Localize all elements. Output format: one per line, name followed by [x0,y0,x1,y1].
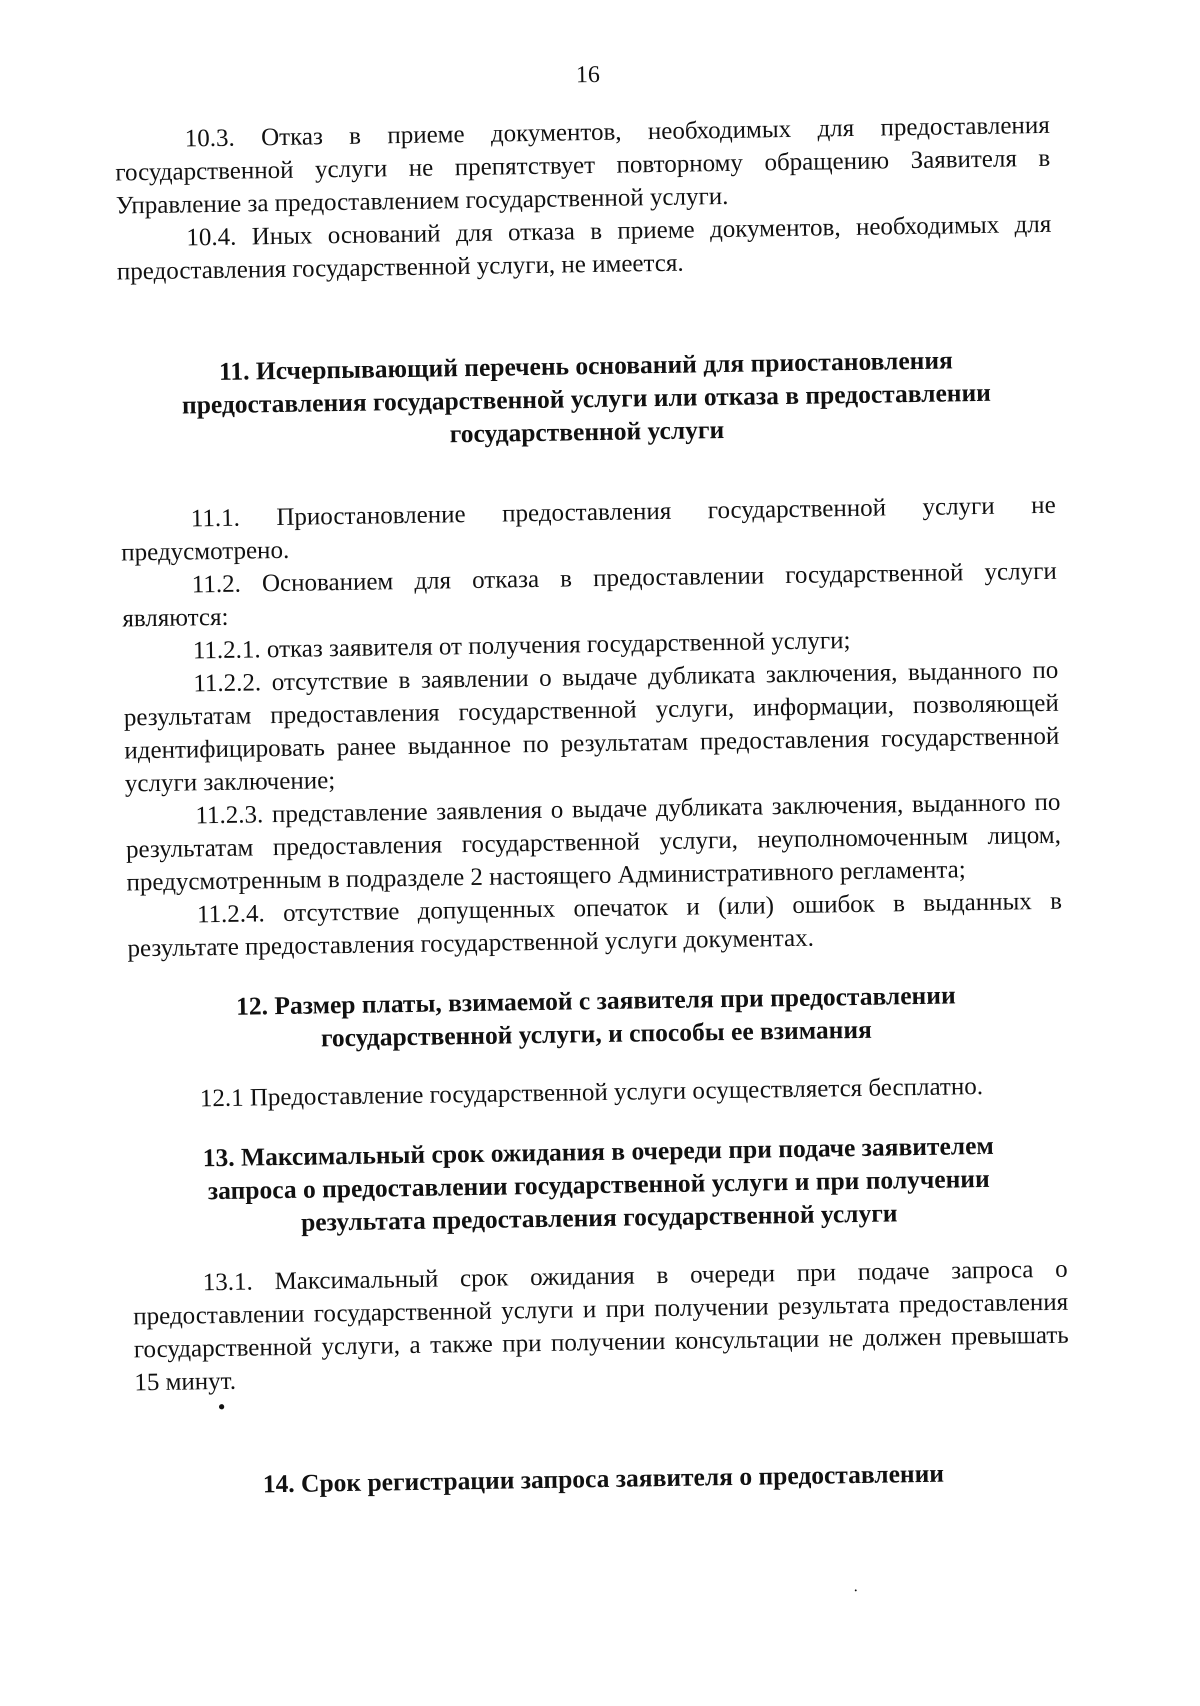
heading-section-13: 13. Максимальный срок ожидания в очереди при подаче заявителем запроса о предоставлении государственной услуги и при получении результата предоставления государственной услуги [202,1130,994,1237]
heading-section-14: 14. Срок регистрации запроса заявителя о предоставлении [262,1458,945,1499]
paragraph-11-1: 11.1. Приостановление предоставления государственной услуги не предусмотрено. [121,491,1056,567]
document-body [115,109,1072,1503]
paragraph-11-2-1: 11.2.1. отказ заявителя от получения государственной услуги; [192,627,851,665]
paragraph-11-2-4: 11.2.4. отсутствие допущенных опечаток и (или) ошибок в выданных в результате предоставления государственной услуги документах. [127,887,1063,963]
heading-section-12: 12. Размер платы, взимаемой с заявителя при предоставлении государственной услуги, и способы ее взимания [235,980,956,1053]
paragraph-11-2-3: 11.2.3. представление заявления о выдаче дубликата заключения, выданного по результатам предоставления государственной услуги, неуполномоченным лицом, предусмотренным в подразделе 2 настоящего Административного регламента; [125,788,1062,897]
page-number: 16 [575,61,601,89]
paragraph-10-3: 10.3. Отказ в приеме документов, необходимых для предоставления государственной услуги не препятствует повторному обращению Заявителя в Управление за предоставлением государственной услуги. [115,111,1051,220]
paragraph-11-2: 11.2. Основанием для отказа в предоставлении государственной услуги являются: [122,557,1057,633]
paragraph-11-2-2: 11.2.2. отсутствие в заявлении о выдаче дубликата заключения, выданного по результатам предоставления государственной услуги, информации, позволяющей идентифицировать ранее выданное по результатам предоставления государственной услуги заключение; [123,656,1060,798]
paragraph-13-1: 13.1. Максимальный срок ожидания в очереди при подаче запроса о предоставлении государственной услуги и при получении результата предоставления государственной услуги, а также при получении консультации не должен превышать 15 минут. [133,1255,1069,1397]
heading-section-11: 11. Исчерпывающий перечень оснований для приостановления предоставления государственной услуги или отказа в предоставлении государственной услуги [181,345,992,449]
paragraph-12-1: 12.1 Предоставление государственной услуги осуществляется бесплатно. [199,1073,984,1113]
paragraph-10-4: 10.4. Иных оснований для отказа в приеме документов, необходимых для предоставления государственной услуги, не имеется. [116,210,1052,286]
stray-dot-mark: • [217,1393,226,1420]
stray-dot-mark-small: . [853,1578,858,1596]
